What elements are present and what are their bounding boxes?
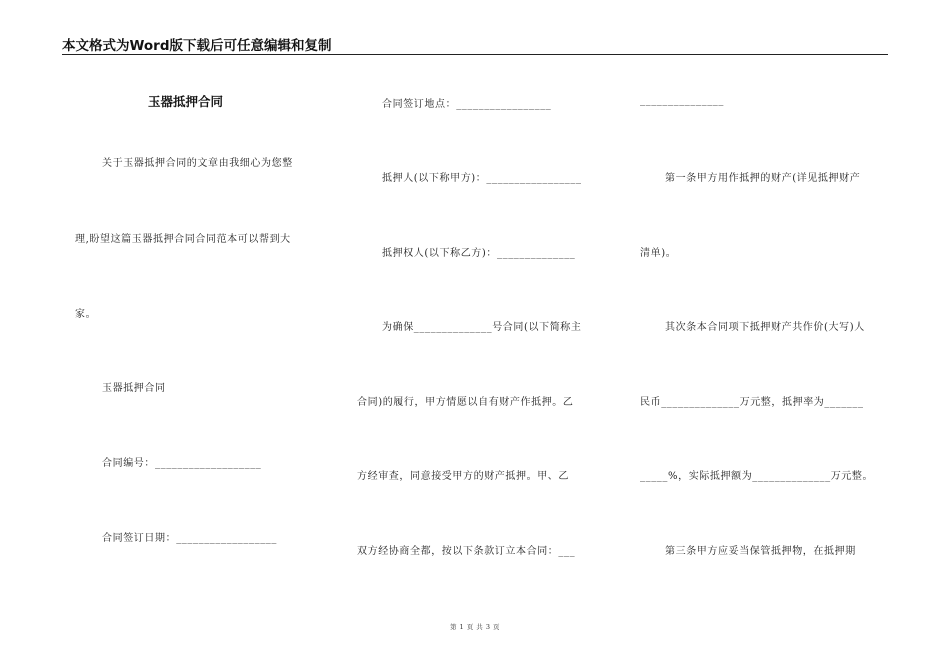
paragraph-line: 清单)。 [640,248,677,259]
paragraph-line: 第一条甲方用作抵押的财产(详见抵押财产 [665,173,861,184]
header-title: 本文格式为Word版下载后可任意编辑和复制 [62,38,332,54]
mortgagee-field: 抵押权人(以下称乙方)：______________ [382,248,576,259]
paragraph-line: 方经审查，同意接受甲方的财产抵押。甲、乙 [357,471,569,482]
blank-line: _______________ [640,95,724,106]
paragraph-line: 关于玉器抵押合同的文章由我细心为您整 [102,158,293,169]
paragraph-line: 玉器抵押合同 [102,383,166,394]
signing-date-field: 合同签订日期：__________________ [102,533,277,544]
paragraph-line: _____%，实际抵押额为______________万元整。 [640,471,874,482]
document-title: 玉器抵押合同 [148,94,224,109]
paragraph-line: 第三条甲方应妥当保管抵押物，在抵押期 [665,546,856,557]
signing-place-field: 合同签订地点：_________________ [382,99,552,110]
paragraph-line: 家。 [75,309,97,320]
page-footer: 第 1 页 共 3 页 [449,623,501,631]
paragraph-line: 民币______________万元整，抵押率为_______ [640,397,864,408]
paragraph-line: 双方经协商全都，按以下条款订立本合同：___ [357,546,576,557]
paragraph-line: 其次条本合同项下抵押财产共作价(大写)人 [665,322,865,333]
paragraph-line: 为确保______________号合同(以下简称主 [382,322,582,333]
paragraph-line: 理,盼望这篇玉器抵押合同合同范本可以帮到大 [75,234,291,245]
page-header [62,34,888,55]
paragraph-line: 合同)的履行，甲方情愿以自有财产作抵押。乙 [357,397,574,408]
mortgagor-field: 抵押人(以下称甲方)：_________________ [382,173,582,184]
contract-number-field: 合同编号：___________________ [102,458,262,469]
